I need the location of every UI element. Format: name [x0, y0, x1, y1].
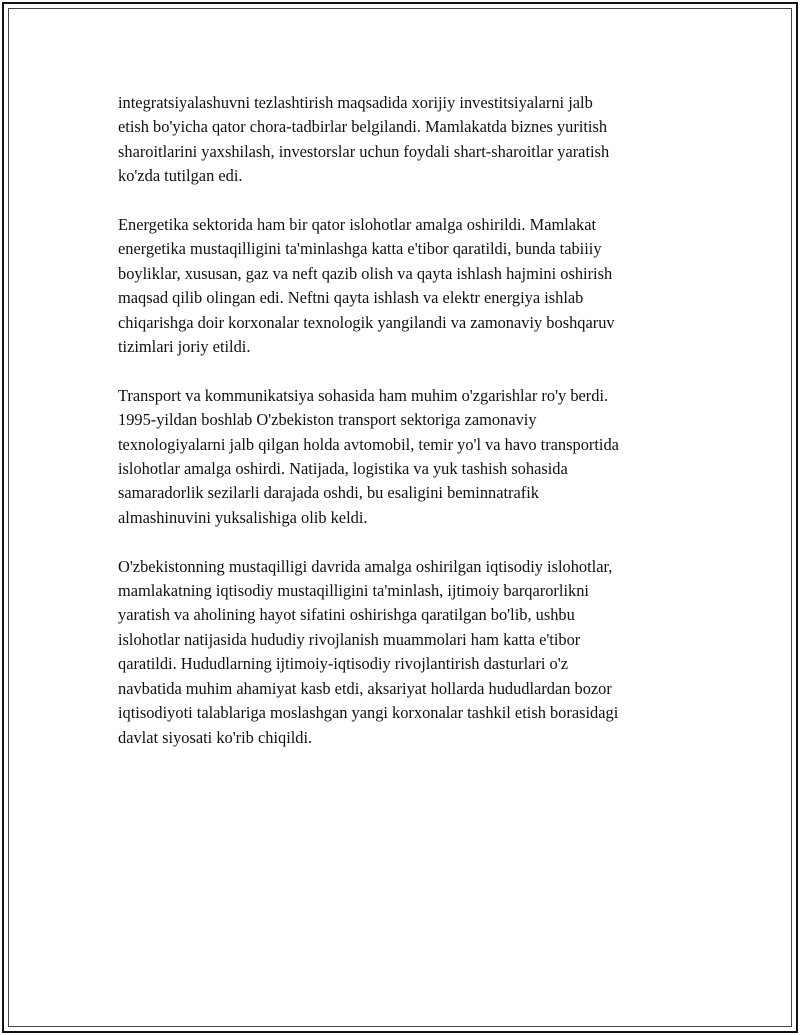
text-line: yaratish va aholining hayot sifatini oshirishga qaratilgan bo'lib, ushbu: [118, 605, 575, 625]
text-line: chiqarishga doir korxonalar texnologik yangilandi va zamonaviy boshqaruv: [118, 312, 615, 332]
text-line: qaratildi. Hududlarning ijtimoiy-iqtisodiy rivojlantirish dasturlari o'z: [118, 654, 568, 674]
paragraph-reforms: [118, 555, 703, 750]
text-line: almashinuvini yuksalishiga olib keldi.: [118, 507, 368, 527]
paragraph-transport: [118, 384, 703, 530]
text-line: navbatida muhim ahamiyat kasb etdi, aksariyat hollarda hududlardan bozor: [118, 678, 612, 698]
text-line: mamlakatning iqtisodiy mustaqilligini ta'minlash, ijtimoiy barqarorlikni: [118, 581, 589, 601]
text-line: davlat siyosati ko'rib chiqildi.: [118, 727, 313, 747]
text-line: tizimlari joriy etildi.: [118, 337, 251, 357]
paragraph-investments: [118, 91, 703, 189]
text-line: boyliklar, xususan, gaz va neft qazib olish va qayta ishlash hajmini oshirish: [118, 263, 613, 283]
paragraph-energy: [118, 213, 703, 359]
text-line: 1995-yildan boshlab O'zbekiston transport sektoriga zamonaviy: [118, 410, 537, 430]
text-line: Energetika sektorida ham bir qator islohotlar amalga oshirildi. Mamlakat: [118, 215, 597, 235]
text-line: integratsiyalashuvni tezlashtirish maqsadida xorijiy investitsiyalarni jalb: [118, 93, 593, 112]
text-line: Transport va kommunikatsiya sohasida ham muhim o'zgarishlar ro'y berdi.: [118, 385, 609, 405]
text-line: sharoitlarini yaxshilash, investorslar uchun foydali shart-sharoitlar yaratish: [118, 141, 610, 161]
text-line: ko'zda tutilgan edi.: [118, 166, 243, 186]
text-line: islohotlar natijasida hududiy rivojlanish muammolari ham katta e'tibor: [118, 629, 581, 649]
text-line: islohotlar amalga oshirdi. Natijada, logistika va yuk tashish sohasida: [118, 459, 568, 479]
text-line: maqsad qilib olingan edi. Neftni qayta ishlash va elektr energiya ishlab: [118, 288, 584, 308]
text-line: O'zbekistonning mustaqilligi davrida amalga oshirilgan iqtisodiy islohotlar,: [118, 556, 613, 576]
text-line: energetika mustaqilligini ta'minlashga katta e'tibor qaratildi, bunda tabiiiy: [118, 239, 602, 259]
document-body: [118, 91, 703, 774]
text-line: texnologiyalarni jalb qilgan holda avtomobil, temir yo'l va havo transportida: [118, 434, 619, 454]
text-line: samaradorlik sezilarli darajada oshdi, bu esaligini beminnatrafik: [118, 483, 540, 503]
text-line: iqtisodiyoti talablariga moslashgan yangi korxonalar tashkil etish borasidagi: [118, 703, 619, 723]
text-line: etish bo'yicha qator chora-tadbirlar belgilandi. Mamlakatda biznes yuritish: [118, 117, 608, 137]
